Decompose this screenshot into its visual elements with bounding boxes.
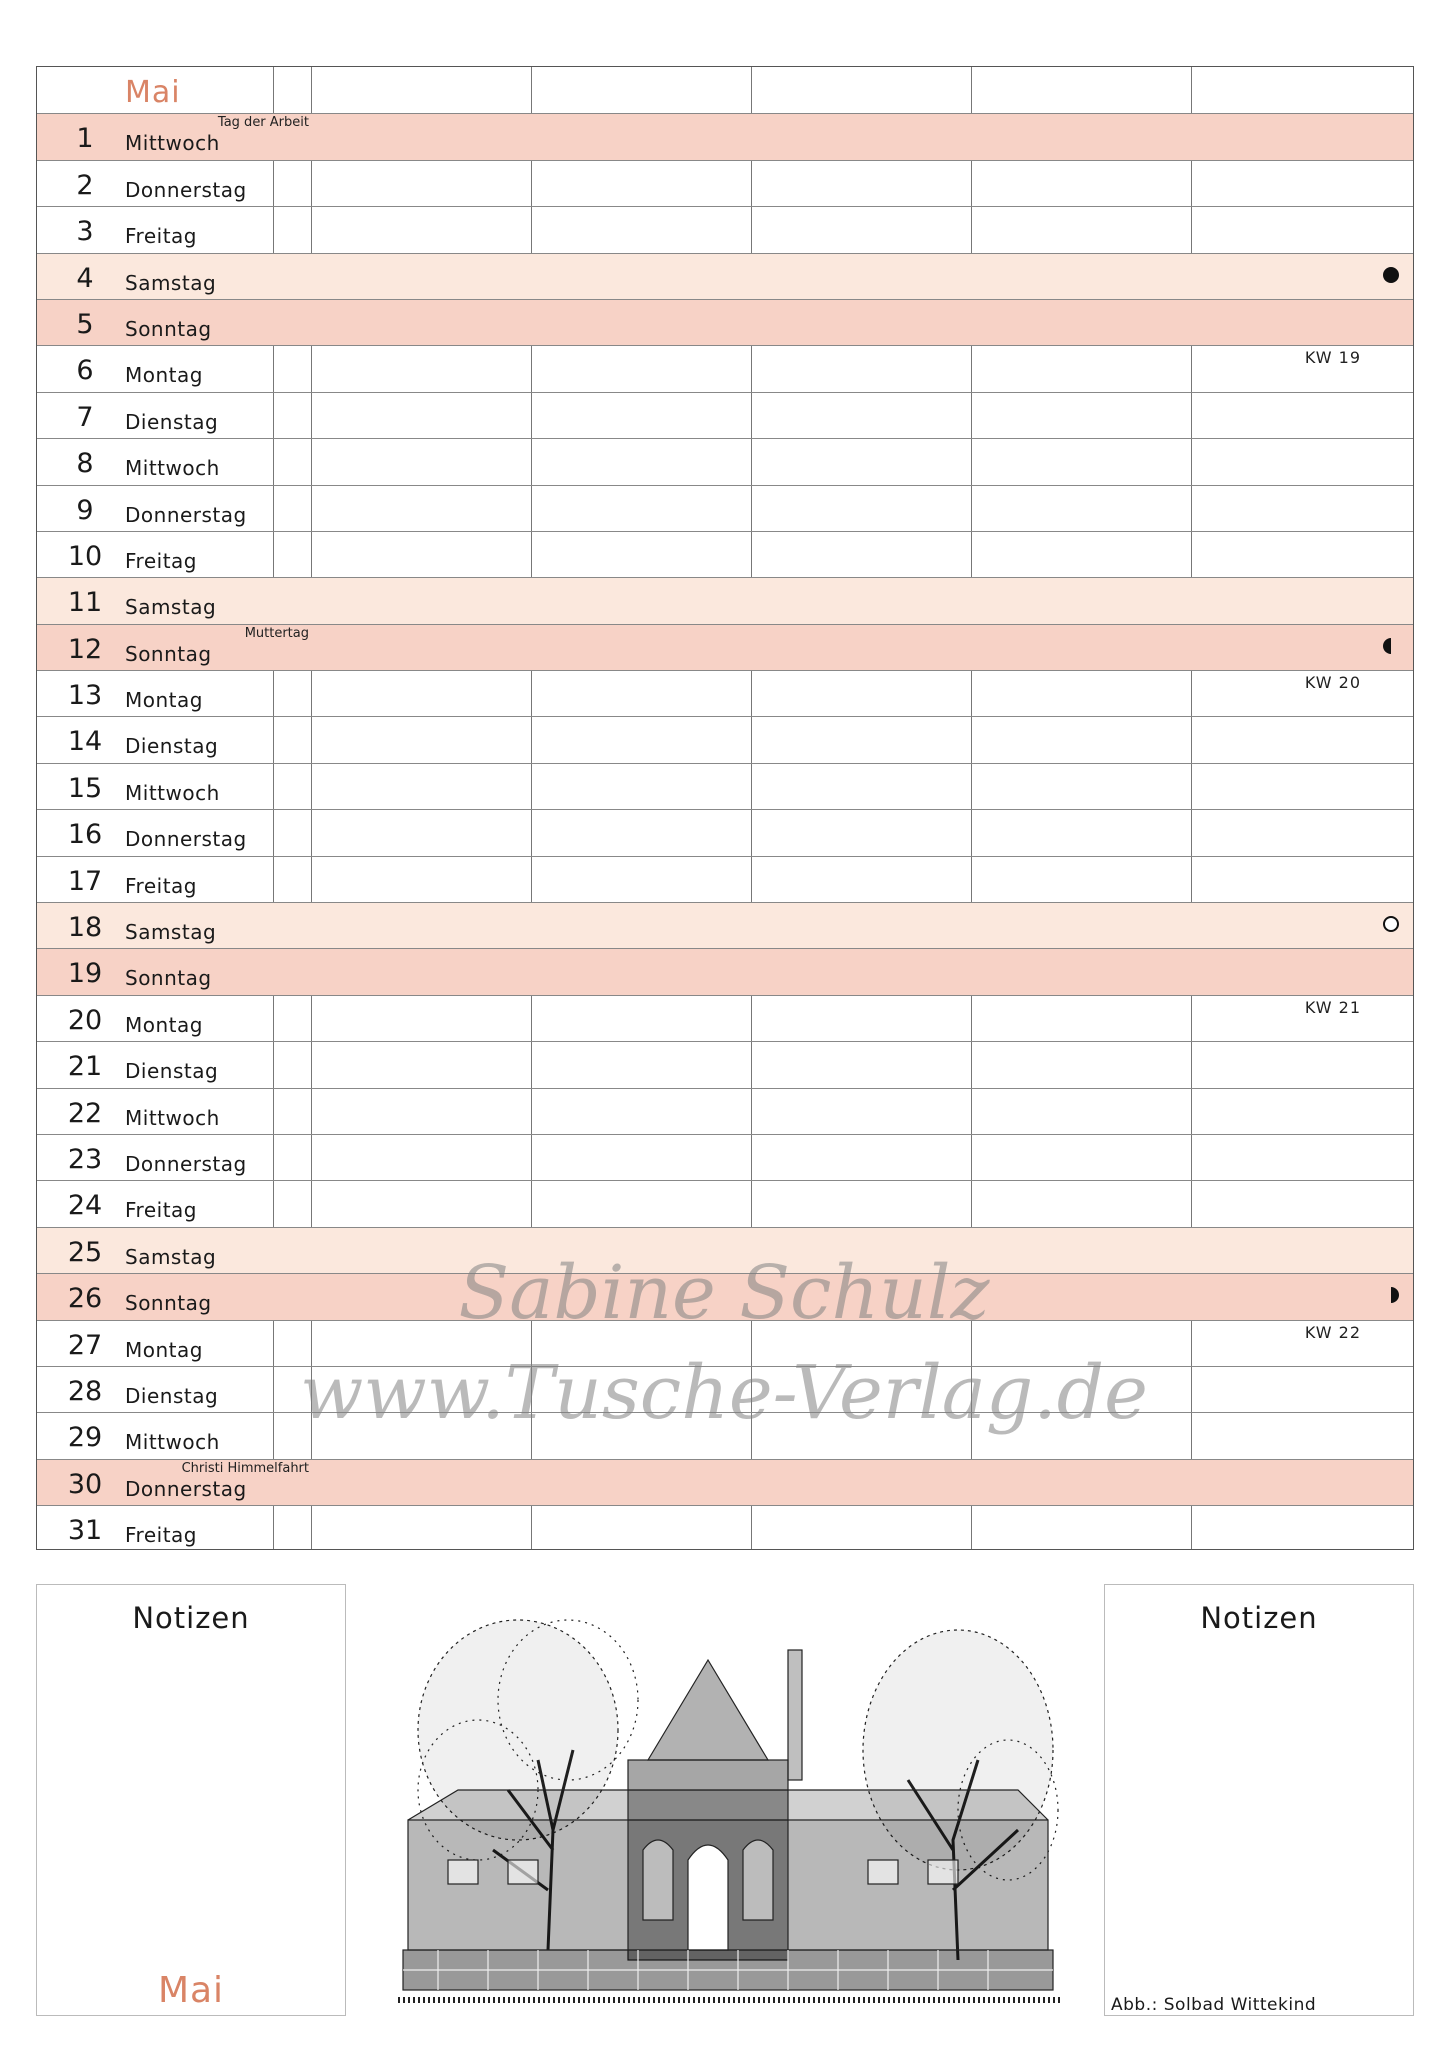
- day-name: Donnerstag: [125, 827, 247, 852]
- day-name: Sonntag: [125, 966, 212, 991]
- day-number: 28: [67, 1375, 103, 1407]
- notes-box-right[interactable]: [1104, 1584, 1414, 2016]
- day-name: Freitag: [125, 1523, 197, 1548]
- day-row: [37, 856, 1413, 902]
- day-number: 19: [67, 958, 103, 990]
- month-title: Mai: [125, 75, 181, 110]
- day-name: Samstag: [125, 920, 217, 945]
- day-name: Samstag: [125, 595, 217, 620]
- day-row: [37, 948, 1413, 994]
- day-number: 12: [67, 633, 103, 665]
- day-row: [37, 206, 1413, 252]
- day-name: Montag: [125, 1337, 203, 1362]
- day-number: 16: [67, 819, 103, 851]
- day-name: Mittwoch: [125, 456, 220, 481]
- day-row: [37, 392, 1413, 438]
- day-name: Donnerstag: [125, 1476, 247, 1501]
- day-row: [37, 160, 1413, 206]
- day-name: Donnerstag: [125, 1151, 247, 1176]
- day-number: 10: [67, 540, 103, 572]
- day-name: Mittwoch: [125, 1105, 220, 1130]
- day-row: [37, 113, 1413, 159]
- day-row: [37, 1041, 1413, 1087]
- day-number: 23: [67, 1143, 103, 1175]
- day-number: 3: [76, 216, 94, 248]
- moon-phase-last-quarter-icon: [1383, 638, 1399, 654]
- day-number: 1: [76, 123, 94, 155]
- day-number: 13: [67, 680, 103, 712]
- day-row: [37, 345, 1413, 391]
- month-header-row: [37, 67, 1413, 113]
- day-number: 11: [67, 587, 103, 619]
- day-row: [37, 995, 1413, 1041]
- week-number: KW 21: [1304, 997, 1361, 1017]
- day-number: 6: [76, 355, 94, 387]
- day-name: Freitag: [125, 1198, 197, 1223]
- holiday-label: Christi Himmelfahrt: [181, 1460, 309, 1476]
- day-row: [37, 1459, 1413, 1505]
- day-number: 22: [67, 1097, 103, 1129]
- day-name: Montag: [125, 1012, 203, 1037]
- day-name: Dienstag: [125, 734, 219, 759]
- moon-phase-full-icon: [1383, 267, 1399, 283]
- day-number: 20: [67, 1004, 103, 1036]
- day-row: [37, 577, 1413, 623]
- day-rows: [37, 113, 1413, 1551]
- notes-box-left[interactable]: [36, 1584, 346, 2016]
- week-number: KW 22: [1304, 1322, 1361, 1342]
- day-row: [37, 1366, 1413, 1412]
- day-name: Sonntag: [125, 316, 212, 341]
- day-name: Donnerstag: [125, 177, 247, 202]
- day-row: [37, 485, 1413, 531]
- building-illustration: [398, 1590, 1060, 2020]
- day-row: [37, 253, 1413, 299]
- day-row: [37, 1088, 1413, 1134]
- moon-phase-first-quarter-icon: [1383, 1287, 1399, 1303]
- day-number: 9: [76, 494, 94, 526]
- day-number: 7: [76, 401, 94, 433]
- day-row: [37, 809, 1413, 855]
- day-name: Montag: [125, 363, 203, 388]
- day-number: 2: [76, 169, 94, 201]
- day-row: [37, 1273, 1413, 1319]
- day-number: 17: [67, 865, 103, 897]
- day-number: 25: [67, 1236, 103, 1268]
- day-row: [37, 670, 1413, 716]
- day-row: [37, 1320, 1413, 1366]
- day-number: 26: [67, 1283, 103, 1315]
- day-name: Mittwoch: [125, 780, 220, 805]
- day-name: Freitag: [125, 548, 197, 573]
- day-number: 5: [76, 308, 94, 340]
- day-name: Mittwoch: [125, 1430, 220, 1455]
- day-row: [37, 438, 1413, 484]
- illustration-caption: Abb.: Solbad Wittekind: [1111, 1995, 1317, 2015]
- day-name: Samstag: [125, 1244, 217, 1269]
- day-row: [37, 1227, 1413, 1273]
- day-name: Montag: [125, 688, 203, 713]
- day-name: Donnerstag: [125, 502, 247, 527]
- day-name: Freitag: [125, 224, 197, 249]
- day-name: Dienstag: [125, 409, 219, 434]
- day-number: 15: [67, 772, 103, 804]
- day-row: [37, 624, 1413, 670]
- day-number: 8: [76, 448, 94, 480]
- day-number: 24: [67, 1190, 103, 1222]
- day-row: [37, 1412, 1413, 1458]
- day-row: [37, 763, 1413, 809]
- day-number: 4: [76, 262, 94, 294]
- day-number: 18: [67, 912, 103, 944]
- day-row: [37, 1180, 1413, 1226]
- day-number: 21: [67, 1051, 103, 1083]
- day-name: Freitag: [125, 873, 197, 898]
- holiday-label: Tag der Arbeit: [217, 115, 309, 131]
- day-row: [37, 299, 1413, 345]
- watermark-name: Sabine Schulz: [458, 1250, 990, 1336]
- day-row: [37, 902, 1413, 948]
- week-number: KW 19: [1304, 348, 1361, 368]
- day-row: [37, 531, 1413, 577]
- watermark-url: www.Tusche-Verlag.de: [300, 1350, 1148, 1436]
- day-name: Mittwoch: [125, 131, 220, 156]
- notes-month-label: Mai: [157, 1970, 225, 2011]
- day-number: 14: [67, 726, 103, 758]
- day-row: [37, 1134, 1413, 1180]
- day-name: Sonntag: [125, 1291, 212, 1316]
- day-row: [37, 716, 1413, 762]
- day-name: Dienstag: [125, 1383, 219, 1408]
- day-name: Samstag: [125, 270, 217, 295]
- calendar-grid: [36, 66, 1414, 1550]
- notes-title: Notizen: [132, 1601, 250, 1635]
- day-number: 31: [67, 1515, 103, 1547]
- week-number: KW 20: [1304, 673, 1361, 693]
- day-name: Dienstag: [125, 1059, 219, 1084]
- moon-phase-new-icon: [1383, 916, 1399, 932]
- day-number: 30: [67, 1468, 103, 1500]
- day-row: [37, 1505, 1413, 1551]
- day-number: 27: [67, 1329, 103, 1361]
- day-name: Sonntag: [125, 641, 212, 666]
- holiday-label: Muttertag: [244, 625, 309, 641]
- day-number: 29: [67, 1422, 103, 1454]
- notes-title: Notizen: [1200, 1601, 1318, 1635]
